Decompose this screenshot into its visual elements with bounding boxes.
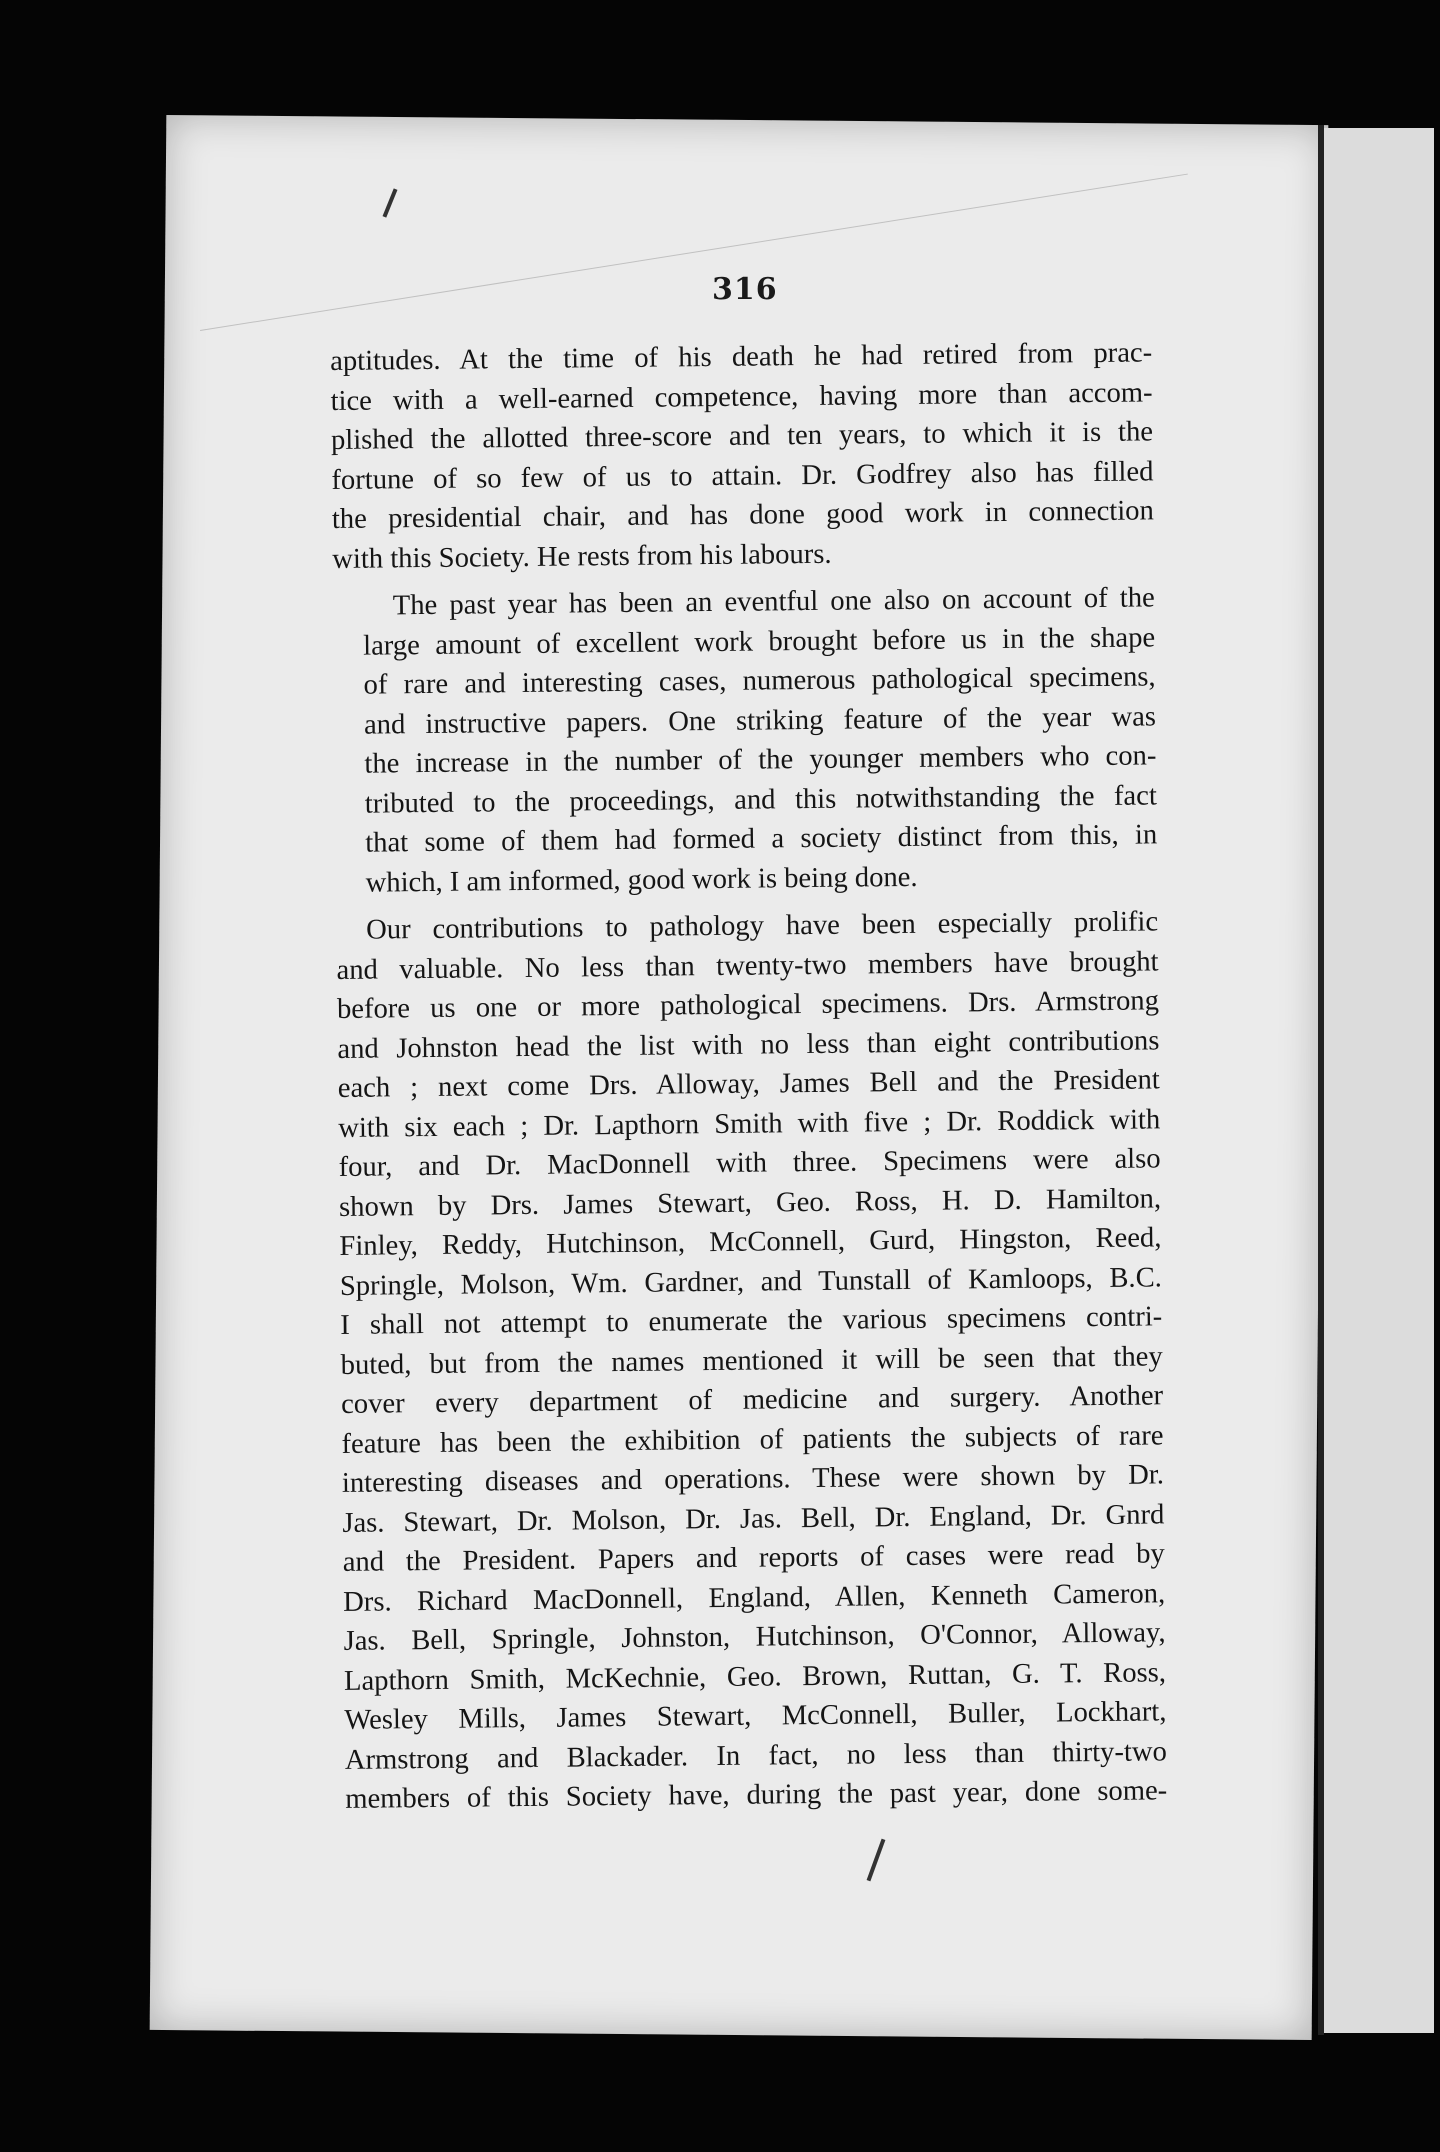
text-line: Finley, Reddy, Hutchinson, McConnell, Gurd, Hingston, Reed, [339,1222,1162,1262]
text-line: cover every department of medicine and surgery. Another [340,1380,1164,1420]
text-line: Springle, Molson, Wm. Gardner, and Tunstall of Kamloops, B.C. [339,1261,1163,1302]
text-line: and Johnston head the list with no less than eight contributions [337,1024,1160,1065]
text-line: Jas. Bell, Springle, Johnston, Hutchinson, O'Connor, Alloway, [343,1617,1166,1657]
text-line: I shall not attempt to enumerate the various specimens contri- [340,1301,1163,1341]
text-line: tributed to the proceedings, and this notwithstanding the fact [364,779,1157,820]
text-line: and the President. Papers and reports of cases were read by [342,1538,1165,1578]
text-line: Armstrong and Blackader. In fact, no less than thirty-two [344,1735,1167,1776]
text-line: interesting diseases and operations. These were shown by Dr. [341,1459,1165,1499]
text-line: each ; next come Drs. Alloway, James Bell and the President [337,1064,1160,1104]
text-line: four, and Dr. MacDonnell with three. Specimens were also [338,1143,1161,1183]
text-line: of rare and interesting cases, numerous pathological specimens, [363,661,1156,701]
paragraph [333,578,1158,903]
text-line: Our contributions to pathology have been especially prolific [365,906,1159,946]
text-line: with this Society. He rests from his labours. [332,538,832,575]
text-line: The past year has been an eventful one also on account of the [392,582,1155,622]
page-number: 316 [712,272,778,307]
text-line: the increase in the number of the younger members who con- [364,740,1157,780]
text-line: that some of them had formed a society distinct from this, in [365,819,1158,859]
text-line: Wesley Mills, James Stewart, McConnell, Buller, Lockhart, [344,1696,1167,1736]
adjacent-page-strip [1324,128,1434,2033]
text-line: tice with a well-earned competence, having more than accom- [330,376,1153,417]
paragraph [336,902,1167,1819]
body-text [330,333,1168,1827]
text-line: the presidential chair, and has done good work in connection [331,495,1154,535]
text-line: and valuable. No less than twenty-two members have brought [336,945,1159,986]
text-line: Lapthorn Smith, McKechnie, Geo. Brown, Ruttan, G. T. Ross, [343,1656,1167,1697]
text-line: with six each ; Dr. Lapthorn Smith with five ; Dr. Roddick with [338,1103,1161,1144]
text-line: and instructive papers. One striking feature of the year was [363,700,1157,741]
text-line: buted, but from the names mentioned it will be seen that they [340,1340,1163,1381]
text-line: Jas. Stewart, Dr. Molson, Dr. Jas. Bell, Dr. England, Dr. Gnrd [342,1498,1165,1539]
paragraph [330,333,1154,579]
text-line: shown by Drs. James Stewart, Geo. Ross, H. D. Hamilton, [338,1182,1162,1223]
text-line: which, I am informed, good work is being done. [365,861,918,899]
text-line: members of this Society have, during the past year, done some- [345,1775,1168,1815]
text-line: plished the allotted three-score and ten years, to which it is the [330,416,1154,456]
text-line: large amount of excellent work brought before us in the shape [363,621,1156,662]
text-line: aptitudes. At the time of his death he had retired from prac- [330,337,1153,377]
text-line: Drs. Richard MacDonnell, England, Allen, Kenneth Cameron, [343,1577,1166,1618]
text-line: feature has been the exhibition of patients the subjects of rare [341,1419,1164,1460]
text-line: before us one or more pathological specimens. Drs. Armstrong [336,985,1160,1025]
text-line: fortune of so few of us to attain. Dr. Godfrey also has filled [331,455,1154,496]
